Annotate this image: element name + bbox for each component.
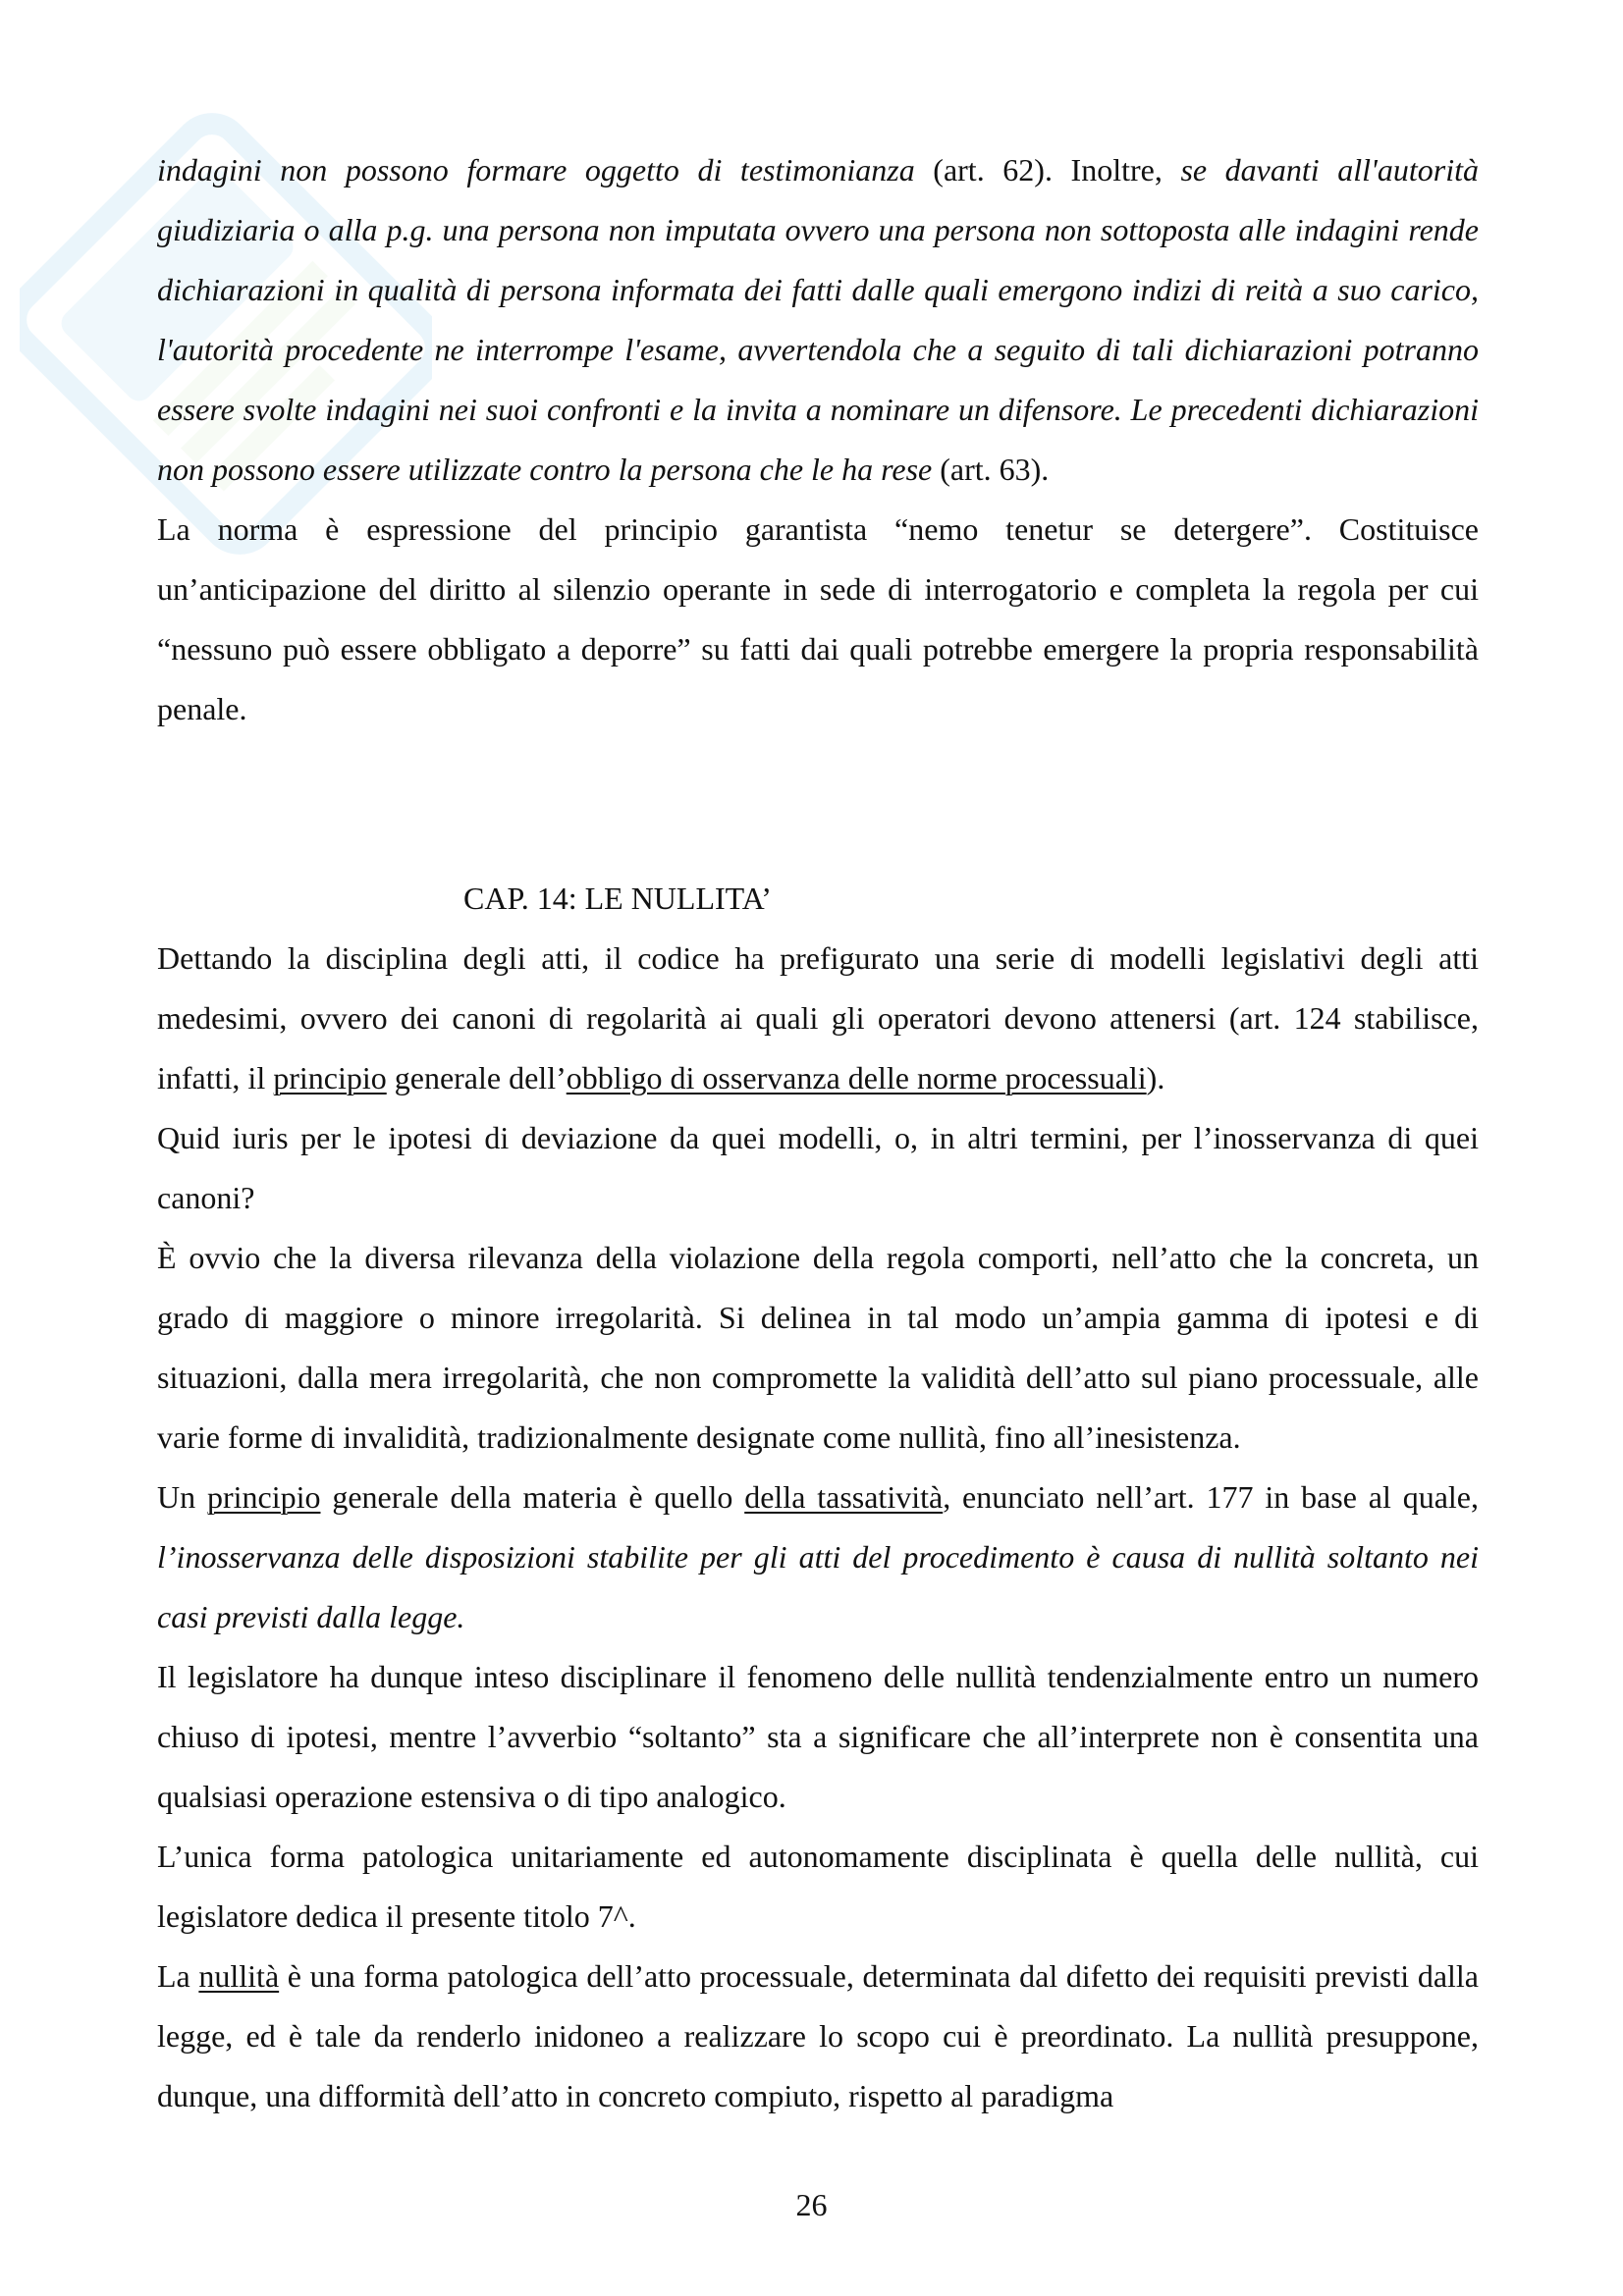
text-run: La [157,1958,199,1994]
text-run: (art. 63). [932,452,1050,487]
text-run: è una forma patologica dell’atto processuale, determinata dal difetto dei requisiti previsti dalla legge, ed è tale da renderlo inidoneo a realizzare lo scopo cui è preordinato. La nullità presuppone, dunque, una difformità dell’atto in concreto compiuto, rispetto al paradigma [157,1958,1480,2113]
underlined-text: principio [273,1060,387,1095]
text-run: Dettando la disciplina degli atti, il codice ha prefigurato una serie di modelli legislativi degli atti medesimi, ovvero dei canoni di regolarità ai quali gli operatori devono attenersi (art. 124 stabilisce, infatti, il [157,940,1479,1095]
text-run: È ovvio che la diversa rilevanza della violazione della regola comporti, nell’atto che la concreta, un grado di maggiore o minore irregolarità. Si delinea in tal modo un’ampia gamma di ipotesi e di situazioni, dalla mera irregolarità, che non compromette la validità dell’atto sul piano processuale, alle varie forme di invalidità, tradizionalmente designate come nullità, fino all’inesistenza. [157,1240,1479,1455]
text-block-chapter [157,869,1479,2126]
text-run: Quid iuris per le ipotesi di deviazione da quei modelli, o, in altri termini, per l’inosservanza di quei canoni? [157,1120,1479,1215]
paragraph [157,1647,1479,1827]
page-number: 26 [795,2187,828,2222]
text-run: ). [1146,1060,1165,1095]
text-run: L’unica forma patologica unitariamente ed autonomamente disciplinata è quella delle nullità, cui legislatore dedica il presente titolo 7^. [157,1839,1479,1934]
italic-text: se davanti all'autorità giudiziaria o alla p.g. una persona non imputata ovvero una persona non sottoposta alle indagini rende dichiarazioni in qualità di persona informata dei fatti dalle quali emergono indizi di reità a suo carico, l'autorità procedente ne interrompe l'esame, avvertendola che a seguito di tali dichiarazioni potranno essere svolte indagini nei suoi confronti e la invita a nominare un difensore. Le precedenti dichiarazioni non possono essere utilizzate contro la persona che le ha rese [157,152,1480,487]
paragraph [157,1827,1479,1947]
underlined-text: obbligo di osservanza delle norme processuali [566,1060,1147,1095]
underlined-text: della tassatività [744,1479,944,1515]
paragraph [157,1108,1479,1228]
text-run: generale della materia è quello [320,1479,745,1515]
italic-text: indagini non possono formare oggetto di testimonianza [157,152,915,187]
underlined-text: principio [206,1479,321,1515]
text-run: Un [157,1479,207,1515]
paragraph [157,500,1479,739]
paragraph [157,140,1479,500]
underlined-text: nullità [198,1958,280,1994]
text-block-top [157,140,1479,739]
paragraph [157,1947,1479,2126]
text-run: generale dell’ [386,1060,567,1095]
text-run: La norma è espressione del principio garantista “nemo tenetur se detergere”. Costituisce un’anticipazione del diritto al silenzio operante in sede di interrogatorio e completa la regola per cui “nessuno può essere obbligato a deporre” su fatti dai quali potrebbe emergere la propria responsabilità penale. [157,511,1479,726]
paragraph [157,1228,1479,1468]
text-run: , enunciato nell’art. 177 in base al quale, [943,1479,1480,1515]
chapter-title: CAP. 14: LE NULLITA’ [463,881,772,916]
italic-text: l’inosservanza delle disposizioni stabilite per gli atti del procedimento è causa di nullità soltanto nei casi previsti dalla legge. [157,1539,1479,1634]
text-run: Il legislatore ha dunque inteso disciplinare il fenomeno delle nullità tendenzialmente entro un numero chiuso di ipotesi, mentre l’avverbio “soltanto” sta a significare che all’interprete non è consentita una qualsiasi operazione estensiva o di tipo analogico. [157,1659,1479,1814]
paragraph [157,929,1479,1108]
paragraph [157,1468,1479,1647]
text-run: (art. 62). Inoltre, [914,152,1181,187]
